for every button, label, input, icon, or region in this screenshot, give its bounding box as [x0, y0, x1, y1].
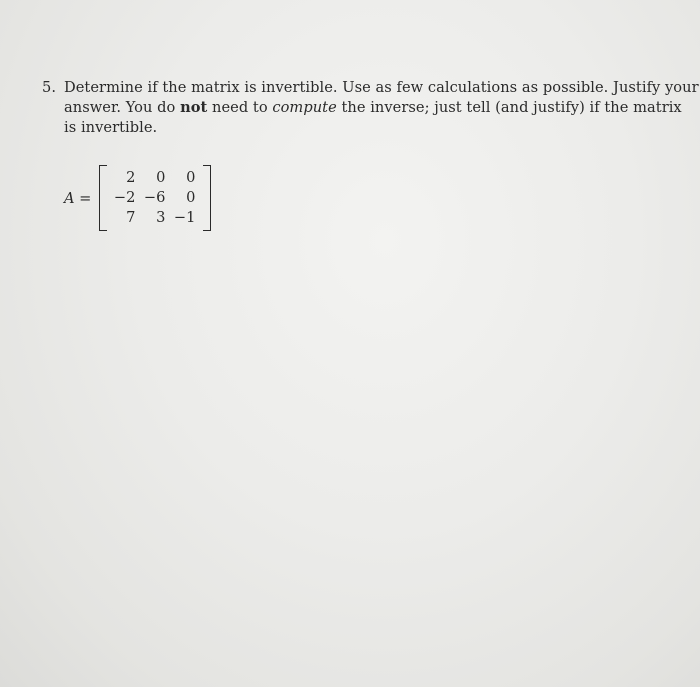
matrix-equation: [64, 165, 211, 231]
left-bracket: [99, 165, 107, 231]
matrix-cell-2-1: −2: [113, 189, 136, 206]
matrix-cell-1-3: 0: [186, 169, 196, 186]
matrix-cell-3-2: 3: [156, 209, 166, 226]
emphasis-compute: compute: [272, 99, 337, 116]
matrix-cell-1-2: 0: [156, 169, 166, 186]
problem-text-line-2c: the inverse; just tell (and justify) if the matrix: [336, 99, 682, 116]
problem-line-1: [42, 78, 699, 98]
matrix-lhs: [64, 190, 91, 207]
problem-text-line-2a: answer. You do: [64, 99, 181, 116]
matrix-entries: [107, 168, 203, 228]
problem-text-line-1: Determine if the matrix is invertible. Use as few calculations as possible. Justify your: [64, 79, 699, 96]
matrix-cell-3-3: −1: [173, 209, 196, 226]
right-bracket: [203, 165, 211, 231]
matrix-cell-2-2: −6: [143, 189, 166, 206]
matrix-cell-3-1: 7: [126, 209, 136, 226]
matrix-cell-2-3: 0: [186, 189, 196, 206]
matrix-cell-1-1: 2: [126, 169, 136, 186]
matrix-name: A: [64, 189, 75, 207]
problem-5: [42, 78, 699, 138]
equals-sign: =: [74, 189, 92, 207]
problem-line-3: [42, 118, 682, 138]
emphasis-not: not: [180, 99, 208, 116]
problem-text-line-2b: need to: [207, 99, 273, 116]
problem-number: 5.: [42, 79, 57, 96]
problem-line-2: [42, 98, 682, 118]
problem-text-line-3: is invertible.: [64, 119, 158, 136]
